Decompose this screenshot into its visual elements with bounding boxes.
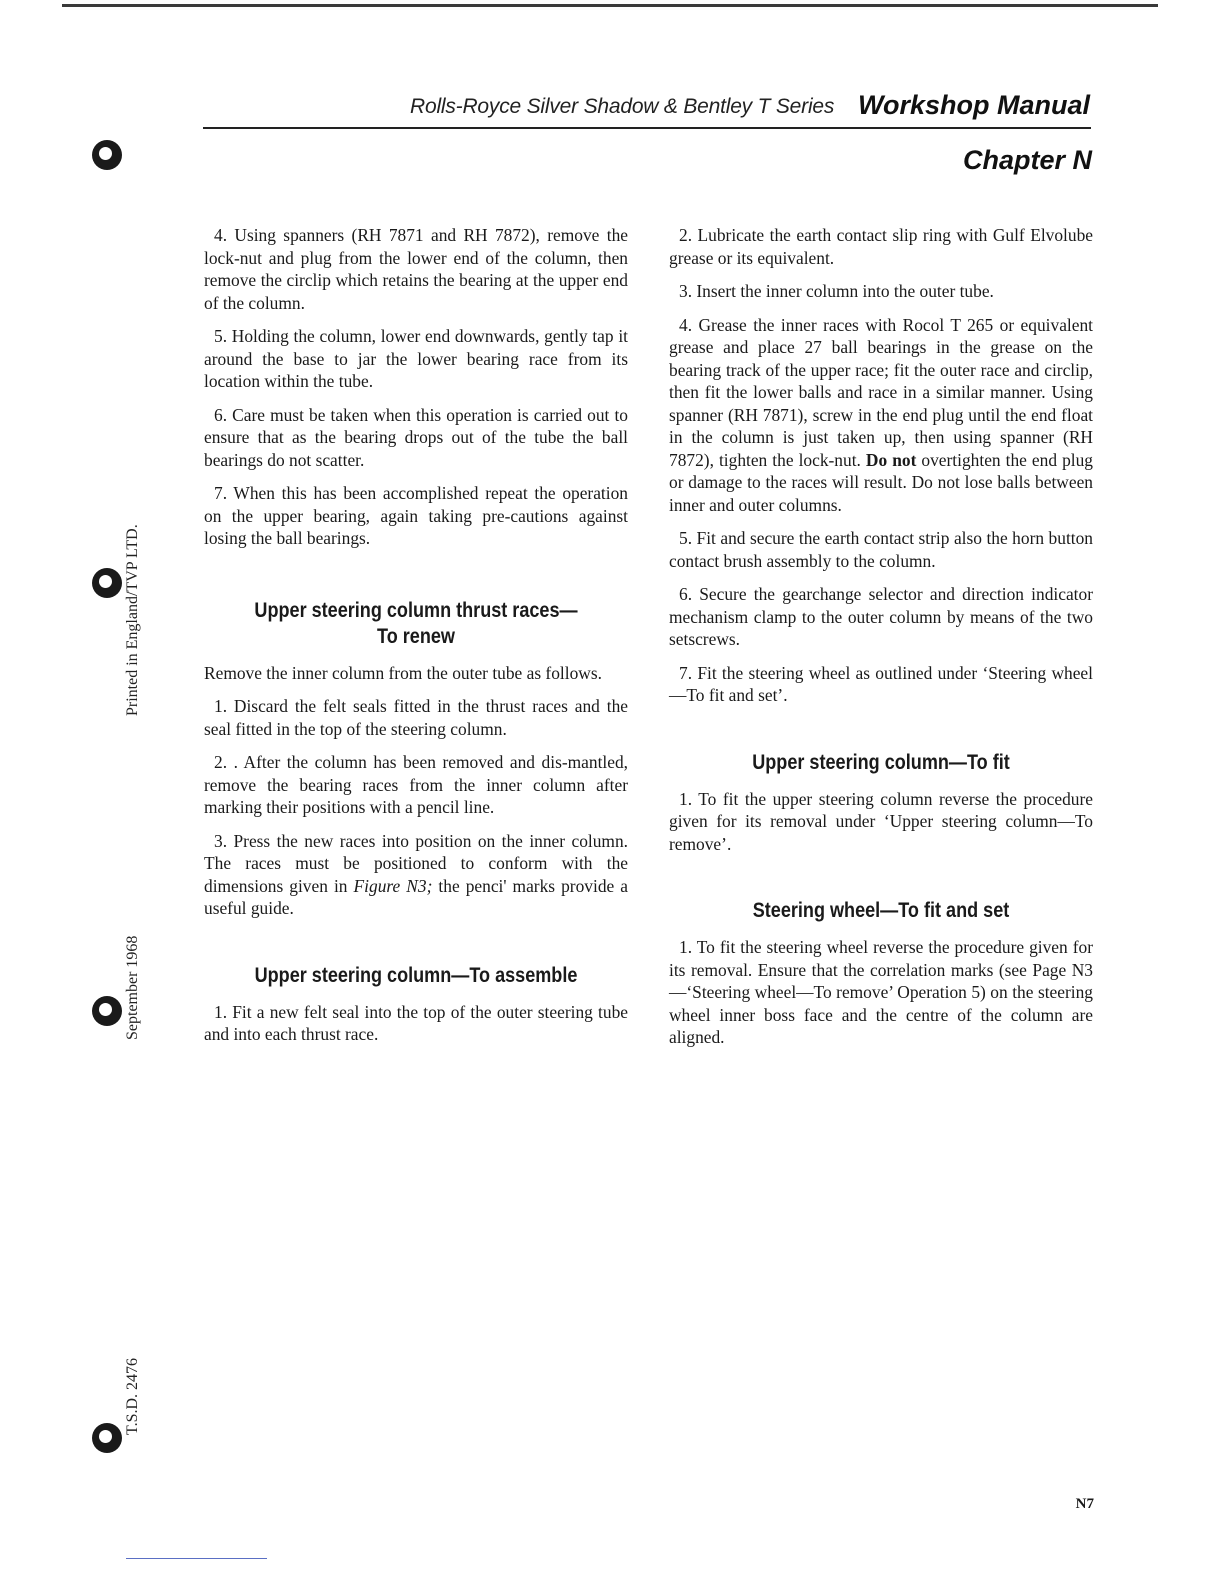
figure-reference: Figure N3; <box>353 875 433 896</box>
binder-hole-icon <box>92 568 122 598</box>
page-number: N7 <box>1075 1496 1094 1512</box>
step-paragraph <box>204 830 628 920</box>
intro-paragraph: Remove the inner column from the outer tube as follows. <box>204 662 602 683</box>
step-paragraph: 4. Using spanners (RH 7871 and RH 7872), remove the lock-nut and plug from the lower end of the column, then remove the circlip which retains the bearing at the upper end of the column. <box>204 225 628 313</box>
step-text: overtighten the end plug or damage to the races will result. Do not lose balls between inner and outer columns. <box>669 449 1093 515</box>
print-date: September 1968 <box>124 935 141 1040</box>
header-rule <box>203 127 1091 129</box>
step-text: 4. Grease the inner races with Rocol T 265 or equivalent grease and place 27 ball bearings in the grease on the bearing track of the upper race; fit the outer race and circlip, then fit the lower balls and race in a similar manner. Using spanner (RH 7871), screw in the end plug until the end float in the column is just taken up, then using spanner (RH 7872), tighten the lock-nut. <box>669 314 1093 470</box>
step-text: 3. Press the new races into position on the inner column. The races must be positioned to conform with the dimensions given in <box>204 830 628 896</box>
step-paragraph: 5. Fit and secure the earth contact strip also the horn button contact brush assembly to the column. <box>669 528 1093 571</box>
step-paragraph: 1. Fit a new felt seal into the top of the outer steering tube and into each thrust race. <box>204 1001 628 1044</box>
step-paragraph: 5. Holding the column, lower end downwards, gently tap it around the base to jar the lower bearing race from its location within the tube. <box>204 326 628 391</box>
step-paragraph: 6. Secure the gearchange selector and direction indicator mechanism clamp to the outer column by means of the two setscrews. <box>669 584 1093 649</box>
binder-hole-icon <box>92 1423 122 1453</box>
binder-hole-icon <box>92 996 122 1026</box>
left-column <box>204 224 628 1057</box>
heading-line: To renew <box>377 624 455 648</box>
step-paragraph: 6. Care must be taken when this operation is carried out to ensure that as the bearing drops out of the tube the ball bearings do not scatter. <box>204 404 628 470</box>
binder-hole-icon <box>92 140 122 170</box>
step-paragraph: 7. Fit the steering wheel as outlined under ‘Steering wheel—To fit and set’. <box>669 662 1093 705</box>
right-column <box>669 224 1093 1060</box>
tsd-number: T.S.D. 2476 <box>124 1357 141 1435</box>
heading-line: Upper steering column thrust races— <box>254 598 578 622</box>
step-text: the penci' marks provide a useful guide. <box>204 875 629 918</box>
footnote-rule <box>126 1558 267 1559</box>
header-manual-label: Workshop Manual <box>857 90 1090 120</box>
top-border-rule <box>62 4 1158 7</box>
step-paragraph: 3. Insert the inner column into the outer tube. <box>679 281 994 301</box>
section-heading-to-fit: Upper steering column—To fit <box>752 750 1010 774</box>
step-paragraph: 7. When this has been accomplished repeat the operation on the upper bearing, again taking pre-cautions against losing the ball bearings. <box>204 483 628 548</box>
chapter-label: Chapter N <box>962 145 1092 175</box>
section-heading-assemble: Upper steering column—To assemble <box>254 963 578 987</box>
warning-emphasis: Do not <box>865 449 917 470</box>
section-heading-steering-wheel: Steering wheel—To fit and set <box>752 899 1010 922</box>
step-paragraph: 1. To fit the upper steering column reverse the procedure given for its removal under ‘Upper steering column—To remove’. <box>669 788 1093 854</box>
step-paragraph: 2. Lubricate the earth contact slip ring with Gulf Elvolube grease or its equivalent. <box>669 225 1093 268</box>
section-heading-thrust-races <box>234 598 599 650</box>
step-paragraph: 2. . After the column has been removed and dis-mantled, remove the bearing races from the inner column after marking their positions with a pencil line. <box>204 752 628 817</box>
header-title: Rolls-Royce Silver Shadow & Bentley T Series <box>410 95 835 118</box>
printed-in-note: Printed in England/TVP LTD. <box>124 524 141 716</box>
step-paragraph: 1. Discard the felt seals fitted in the thrust races and the seal fitted in the top of the steering column. <box>204 696 628 739</box>
step-paragraph <box>669 314 1093 517</box>
step-paragraph: 1. To fit the steering wheel reverse the procedure given for its removal. Ensure that the correlation marks (see Page N3—‘Steering wheel—To remove’ Operation 5) on the steering wheel inner boss face and the centre of the column are aligned. <box>669 937 1093 1047</box>
